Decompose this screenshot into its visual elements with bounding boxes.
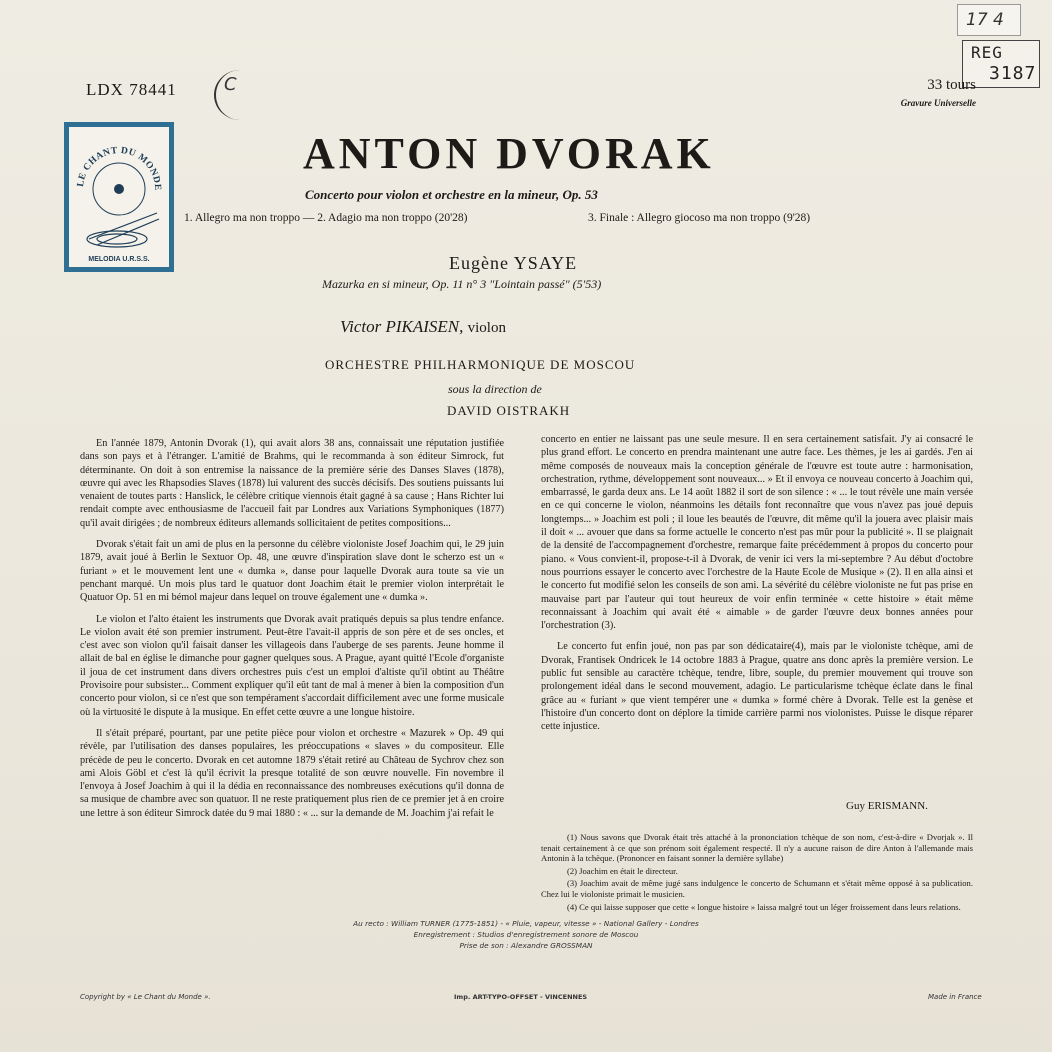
sound-engineer-credit: Prise de son : Alexandre GROSSMAN	[459, 941, 593, 950]
notes-paragraph: Le concerto fut enfin joué, non pas par son dédicataire(4), mais par le violoniste tchèque, ami de Dvorak, Frantisek Ondricek le 14 octobre 1883 à Prague, quatre ans donc après la première version. Le public fut sensible au caractère tchèque, tendre, libre, souple, du premier mouvement qui trouve son prolongement idéal dans le second mouvement, adagio. Le particularisme tchèque éclate dans le final grâce au « furiant » que vient tempérer une « dumka » formé chère à Dvorak. Telle est la genèse et l'histoire d'un concerto dont on déplore la timide carrière parmi nos violonistes. Puisse le disque réparer cette injustice.	[541, 641, 973, 733]
author-signature: Guy ERISMANN.	[846, 800, 928, 812]
soloist	[340, 317, 506, 337]
footnotes	[541, 832, 973, 914]
movements-line-1: 1. Allegro ma non troppo — 2. Adagio ma non troppo (20'28)	[184, 212, 468, 224]
engraving-label: Gravure Universelle	[900, 98, 976, 108]
footnote: (3) Joachim avait de même jugé sans indulgence le concerto de Schumann et s'était même opposé à sa publication. Chez lui le violoniste primait le musicien.	[541, 878, 973, 899]
liner-notes-column-2	[541, 433, 973, 742]
footnote: (2) Joachim en était le directeur.	[567, 865, 678, 876]
le-chant-du-monde-logo	[64, 122, 174, 272]
second-composer: Eugène YSAYE	[449, 253, 578, 273]
printer: Imp. ART-TYPO-OFFSET - VINCENNES	[454, 993, 588, 1001]
logo-emblem-icon	[69, 127, 169, 267]
made-in: Made in France	[928, 993, 982, 1001]
recording-credit: Enregistrement : Studios d'enregistrement sonore de Moscou	[413, 930, 639, 939]
notes-paragraph: concerto en entier ne laissant pas une seule mesure. Il en sera certainement satisfait. J'y ai consacré le plus grand effort. Le concerto en prendra maintenant une autre face. Les thèmes, je les ai gardés. J'en ai même composés de nouveaux mais la conception générale de l'œuvre est toute autre : harmonisation, orchestration, rythme, développement sont nouveaux... » Et il envoya ce nouveau concerto à Joachim qui, embarrassé, le garda deux ans. Le 14 août 1882 il sort de son silence : « ... le tout révèle une main versée en ce qui concerne le violon, néanmoins les détails font reconnaître que vous n'avez pas joué depuis longtemps... » Joachim est poli ; il loue les beautés de l'œuvre, dit même qu'il la jouera avec plaisir mais il doit « ... avouer que dans sa forme actuelle le concerto n'est pas mûr pour la publicité ». Il se plaignait de la densité de l'accompagnement d'orchestre, remarque faite précédemment à propos du concerto pour piano. « Vous convient-il, propose-t-il à Dvorak, de venir ici vers la mi-septembre ? Au début d'octobre nous pourrions essayer le concerto avec l'orchestre de la Haute Ecole de Musique » (2). Il en alla ainsi et le concerto fut modifié selon les conseils de son ami. La sévérité du célèbre violoniste ne fut pas prise en mauvaise part par l'auteur qui tout heureux de voir enfin terminée « cette histoire » était même reconnaissant à Joachim qui avait été « aimable » de garder l'œuvre deux bonnes années pour l'orchestration (3).	[541, 434, 973, 632]
notes-paragraph: Il s'était préparé, pourtant, par une petite pièce pour violon et orchestre « Mazurek » Op. 49 qui révèle, par l'utilisation des danses populaires, les préoccupations « slaves » du compositeur. Elle précède de peu le concerto. Dvorak en cet automne 1879 s'était retiré au Château de Sychrov chez son ami Alois Göbl et c'est là qu'il écrivit la presque totalité de son œuvre nouvelle. Fin novembre il l'envoya à Josef Joachim à qui il la dédia en reconnaissance des nombreuses exécutions qu'il donna de sa musique de chambre avec son quatuor. Il ne reste pratiquement plus rien de ce premier jet à en croire une lettre à son éditeur Simrock datée du 9 mai 1880 : « ... sur la demande de M. Joachim j'ai refait le	[80, 727, 504, 819]
soloist-name: Victor PIKAISEN,	[340, 317, 464, 336]
conductor-name: DAVID OISTRAKH	[447, 403, 571, 418]
registration-label: REG	[971, 43, 1003, 62]
notes-paragraph: Le violon et l'alto étaient les instruments que Dvorak avait pratiqués depuis sa plus tendre enfance. Le violon avait été son premier instrument. Peut-être l'avait-il appris de son père et de ses oncles, et c'est avec son violon qu'il faisait danser les villageois dans l'auberge de ses parents. Jeune homme il allait de bal en église le dimanche pour gagner quelques sous. A Prague, ayant quitté l'Ecole d'organiste il joua de cet instrument dans divers orchestres puis c'est un emploi d'altiste qu'il obtint au Théâtre Provisoire pour subsister... Comment expliquer qu'il eût tant de mal à mener à bien la composition d'un concerto pour violon, si ce n'est que son tempérament s'accordait difficilement avec une forme musicale où la virtuosité le dispute à la musique. En effet cette œuvre a une longue histoire.	[80, 613, 504, 718]
notes-paragraph: Dvorak s'était fait un ami de plus en la personne du célèbre violoniste Josef Joachim qui, le 29 juin 1879, avait joué à Berlin le Sextuor Op. 48, une œuvre d'inspiration slave dont le scherzo est un « furiant » et le mouvement lent une « dumka », danse pour laquelle Dvorak aura toute sa vie un penchant marqué. Un mois plus tard le quatuor dont Joachim était le premier violon interprétait le Quatuor Op. 51 en mi bémol majeur dans lequel on trouve également une « dumka ».	[80, 539, 504, 604]
registration-number: 3187	[989, 63, 1037, 84]
second-work-title: Mazurka en si mineur, Op. 11 n° 3 "Lointain passé" (5'53)	[322, 277, 602, 291]
direction-label: sous la direction de	[448, 382, 542, 396]
cover-art-credit: Au recto : William TURNER (1775-1851) - « Pluie, vapeur, vitesse » - National Gallery - Londres	[353, 919, 699, 928]
footnote: (1) Nous savons que Dvorak était très attaché à la prononciation tchèque de son nom, c'est-à-dire « Dvorjak ». Il tenait certainement à ce que son prénom soit également respecté. Il n'y a aucune raison de dire Anton à l'allemande mais Antonin à la tchèque. (Prononcer en faisant sonner la dernière syllabe)	[541, 832, 973, 864]
soloist-instrument: violon	[467, 320, 506, 336]
movements-line-2: 3. Finale : Allegro giocoso ma non troppo (9'28)	[588, 212, 811, 224]
credits	[0, 918, 1052, 951]
orchestra-name: ORCHESTRE PHILHARMONIQUE DE MOSCOU	[325, 357, 636, 372]
logo-arc-text: LE CHANT DU MONDE	[75, 145, 163, 191]
catalog-number: LDX 78441	[86, 80, 177, 99]
copyright: Copyright by « Le Chant du Monde ».	[80, 993, 211, 1001]
composer-title: ANTON DVORAK	[303, 129, 715, 178]
handwritten-note-box	[957, 4, 1021, 36]
notes-paragraph: En l'année 1879, Antonin Dvorak (1), qui avait alors 38 ans, connaissait une réputation justifiée dans son pays et à l'étranger. L'amitié de Brahms, qui le recommanda à son éditeur Simrock, fut déterminante. On doit à son entremise la naissance de la première série des Danses Slaves (1878), œuvre qui avec les Rhapsodies Slaves (1878) lui valurent des succès décisifs. Des soutiens puissants lui venaient de toutes parts : Hanslick, le célèbre critique viennois était gagné à sa cause ; Hans Richter lui rendait compte avec enthousiasme de l'accueil fait par Londres aux Variations Symphoniques (1877) qu'il avait dirigées ; de nombreux éditeurs allemands sollicitaient de petites compositions...	[80, 438, 504, 529]
handwritten-note: 17 4	[966, 10, 1004, 30]
liner-notes-column-1	[80, 437, 504, 828]
work-title: Concerto pour violon et orchestre en la mineur, Op. 53	[305, 187, 598, 202]
speed-label: 33 tours	[927, 77, 976, 93]
logo-bottom-text: MELODIA U.R.S.S.	[88, 256, 150, 263]
side-mark: C	[214, 70, 266, 120]
footnote: (4) Ce qui laisse supposer que cette « longue histoire » laissa malgré tout un léger froissement dans leurs relations.	[567, 901, 961, 912]
